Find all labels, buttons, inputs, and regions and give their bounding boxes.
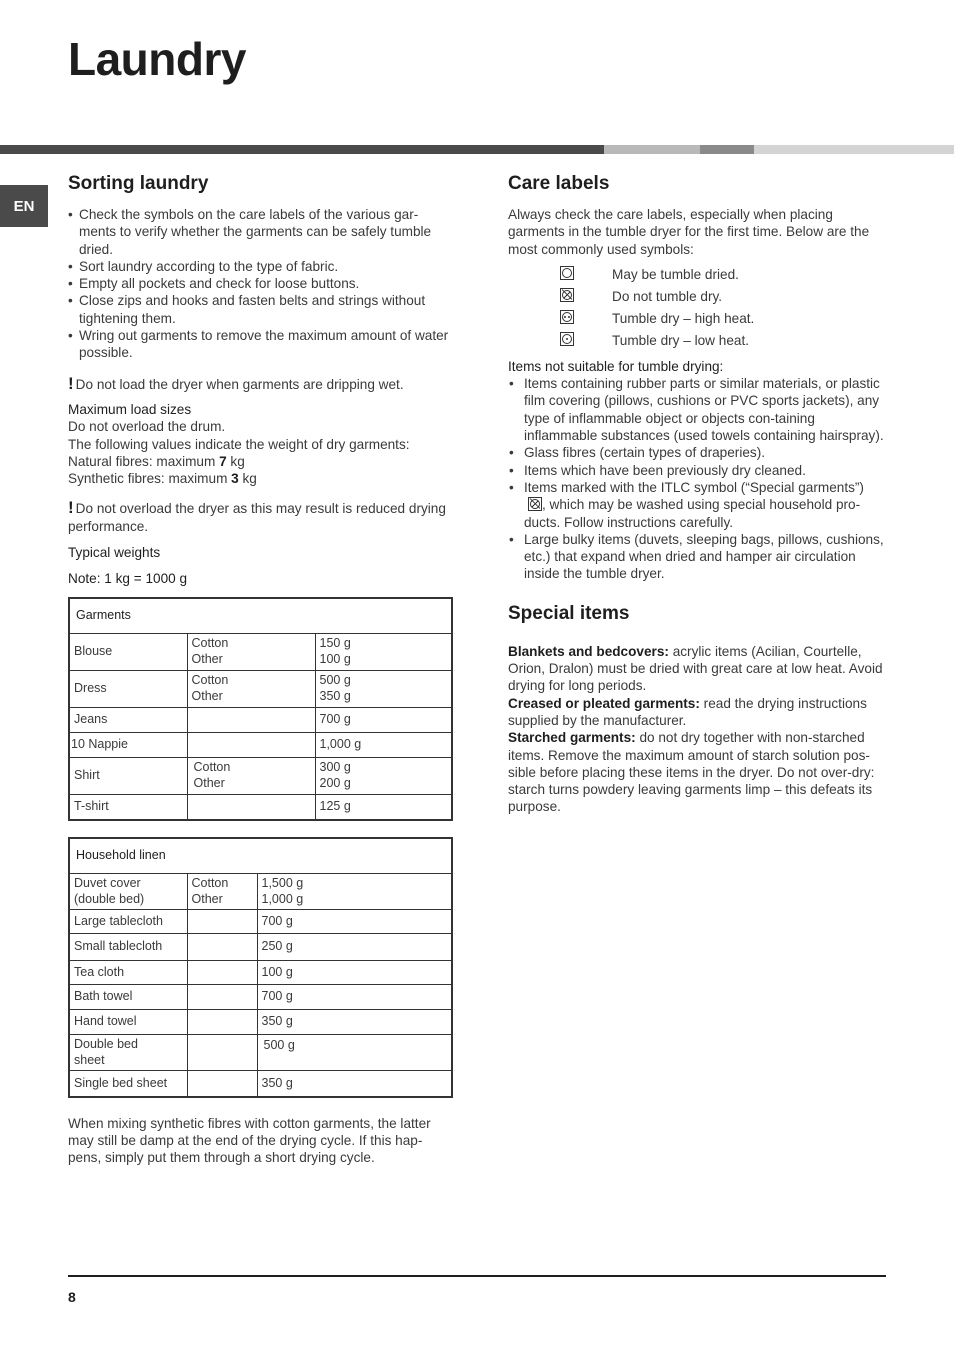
care-symbol-label: Tumble dry – low heat. — [612, 333, 750, 349]
table-cell: 150 g 100 g — [315, 633, 452, 670]
table-cell: Single bed sheet — [69, 1071, 187, 1097]
language-tab: EN — [0, 185, 48, 227]
table-cell: 500 g — [257, 1035, 452, 1071]
list-item: • Sort laundry according to the type of fabric. — [68, 258, 453, 275]
natural-unit: kg — [226, 453, 245, 469]
special-label: Creased or pleated garments: — [508, 695, 700, 711]
table-cell — [187, 961, 257, 985]
table-row — [69, 633, 452, 670]
natural-fibres — [68, 453, 453, 470]
table-cell: Tea cloth — [69, 961, 187, 985]
care-symbol-row — [508, 286, 886, 308]
list-item: • Glass fibres (certain types of draperies). — [508, 444, 886, 461]
care-symbol-row — [508, 308, 886, 330]
max-load-line2: The following values indicate the weight of dry garments: — [68, 436, 410, 452]
table-cell: 1,500 g 1,000 g — [257, 874, 452, 910]
table-cell: 350 g — [257, 1010, 452, 1035]
care-symbol-list — [508, 264, 886, 352]
list-item: • Check the symbols on the care labels of the various gar-ments to verify whether the garments can be safely tumble dried. — [68, 206, 453, 258]
garments-table — [68, 597, 453, 822]
table-cell — [187, 1010, 257, 1035]
table-cell — [187, 794, 315, 820]
table-cell — [187, 707, 315, 732]
typical-weights-heading: Typical weights — [68, 545, 161, 561]
special-text: acrylic items (Acilian, Courtelle, Orion, Dralon) must be dried with great care at low heat. Avoid drying for long periods. — [508, 643, 883, 694]
synthetic-label: Synthetic fibres: maximum — [68, 471, 232, 487]
table-row — [69, 934, 452, 961]
table-cell — [187, 985, 257, 1010]
table-cell: Large tablecloth — [69, 910, 187, 934]
table-row — [69, 794, 452, 820]
synthetic-value: 3 — [231, 471, 239, 487]
list-item: • Large bulky items (duvets, sleeping bags, pillows, cushions, etc.) that expand when dried and hamper air circulation inside the tumble dryer. — [508, 531, 886, 583]
linen-table — [68, 837, 453, 1098]
special-blankets — [508, 643, 886, 695]
warning-text: Do not load the dryer when garments are dripping wet. — [75, 376, 404, 392]
table-cell: 10 Nappie — [69, 732, 187, 757]
header-bar-light — [754, 145, 954, 154]
table-row — [69, 1071, 452, 1097]
table-cell: Blouse — [69, 633, 187, 670]
footer-divider — [68, 1275, 886, 1277]
table-cell: Dress — [69, 670, 187, 707]
special-text: read the drying instructions supplied by the manufacturer. — [508, 695, 867, 728]
not-suitable-list — [508, 375, 886, 583]
table-row — [69, 961, 452, 985]
table-cell — [187, 910, 257, 934]
table-cell: 250 g — [257, 934, 452, 961]
table-row — [69, 1035, 452, 1071]
care-symbol-row — [508, 330, 886, 352]
table-cell: Cotton Other — [187, 874, 257, 910]
warning-wet — [68, 375, 453, 393]
synthetic-fibres — [68, 470, 453, 487]
tumble-dry-low-heat-icon — [560, 332, 574, 346]
table-cell: Double bed sheet — [69, 1035, 187, 1071]
left-column — [68, 172, 453, 1167]
tumble-dry-ok-icon — [560, 266, 574, 280]
header-bar-mid — [604, 145, 700, 154]
table-cell: Jeans — [69, 707, 187, 732]
table-cell: Hand towel — [69, 1010, 187, 1035]
care-symbol-row — [508, 264, 886, 286]
table-header: Garments — [69, 598, 452, 634]
table-row — [69, 707, 452, 732]
table-cell: 350 g — [257, 1071, 452, 1097]
itlc-special-garments-icon — [528, 497, 542, 511]
list-item: • Items which have been previously dry cleaned. — [508, 462, 886, 479]
table-row — [69, 1010, 452, 1035]
table-cell: Cotton Other — [187, 670, 315, 707]
table-cell: T-shirt — [69, 794, 187, 820]
table-cell: Cotton Other — [187, 633, 315, 670]
not-suitable-heading: Items not suitable for tumble drying: — [508, 358, 724, 374]
table-cell: Duvet cover (double bed) — [69, 874, 187, 910]
special-heading: Special items — [508, 602, 630, 624]
right-column — [508, 172, 886, 816]
table-cell — [187, 732, 315, 757]
weight-note: Note: 1 kg = 1000 g — [68, 571, 188, 587]
table-cell: 700 g — [257, 910, 452, 934]
table-cell: 500 g 350 g — [315, 670, 452, 707]
table-cell: Bath towel — [69, 985, 187, 1010]
list-item: • Empty all pockets and check for loose buttons. — [68, 275, 453, 292]
sorting-heading: Sorting laundry — [68, 173, 209, 194]
special-label: Blankets and bedcovers: — [508, 643, 669, 659]
care-symbol-label: Tumble dry – high heat. — [612, 311, 755, 327]
table-cell — [187, 1071, 257, 1097]
tumble-dry-high-heat-icon — [560, 310, 574, 324]
list-item: • Close zips and hooks and fasten belts and strings without tightening them. — [68, 292, 453, 327]
table-cell — [187, 934, 257, 961]
page-number: 8 — [68, 1289, 76, 1305]
table-cell — [187, 1035, 257, 1071]
header-bar-mid2 — [700, 145, 754, 154]
itlc-text: Items marked with the ITLC symbol (“Special garments”) — [524, 479, 864, 495]
warning-text: Do not overload the dryer as this may result is reduced drying performance. — [68, 501, 446, 534]
list-item: • Items containing rubber parts or similar materials, or plastic film covering (pillows, cushions or PVC sports jackets), any type of inflammable object or objects con-taining inflammable substances (used towels containing hairspray). — [508, 375, 886, 444]
care-symbol-label: Do not tumble dry. — [612, 289, 723, 305]
natural-value: 7 — [219, 453, 227, 469]
table-row — [69, 670, 452, 707]
list-item — [508, 479, 886, 531]
care-symbol-label: May be tumble dried. — [612, 267, 739, 283]
table-header: Household linen — [69, 838, 452, 874]
page-title: Laundry — [68, 33, 246, 85]
itlc-text-after: , which may be washed using special household pro-ducts. Follow instructions carefully. — [524, 497, 861, 530]
table-cell: Shirt — [69, 757, 187, 794]
table-row — [69, 874, 452, 910]
header-bar-dark — [0, 145, 604, 154]
care-heading: Care labels — [508, 173, 610, 194]
special-starched — [508, 729, 886, 815]
list-item: • Wring out garments to remove the maximum amount of water possible. — [68, 327, 453, 362]
special-text: do not dry together with non-starched items. Remove the maximum amount of starch solution pos-sible before placing these items in the dryer. Do not over-dry: starch turns powdery leaving garments limp – this defeats its purpose. — [508, 730, 875, 815]
table-cell: 300 g 200 g — [315, 757, 452, 794]
warning-icon: ! — [68, 498, 74, 518]
table-cell: 1,000 g — [315, 732, 452, 757]
synthetic-unit: kg — [238, 471, 257, 487]
table-cell: Small tablecloth — [69, 934, 187, 961]
mixing-note: When mixing synthetic fibres with cotton garments, the latter may still be damp at the end of the drying cycle. If this hap-pens, simply put them through a short drying cycle. — [68, 1115, 431, 1166]
table-cell: 125 g — [315, 794, 452, 820]
table-cell: 100 g — [257, 961, 452, 985]
warning-icon: ! — [68, 373, 74, 393]
table-row — [69, 732, 452, 757]
sorting-list — [68, 206, 453, 362]
warning-overload — [68, 499, 453, 535]
max-load-heading: Maximum load sizes — [68, 401, 192, 417]
table-row — [69, 985, 452, 1010]
table-row — [69, 757, 452, 794]
table-cell: 700 g — [257, 985, 452, 1010]
max-load-line1: Do not overload the drum. — [68, 419, 226, 435]
special-creased — [508, 695, 886, 730]
table-cell: 700 g — [315, 707, 452, 732]
special-label: Starched garments: — [508, 730, 636, 746]
natural-label: Natural fibres: maximum — [68, 453, 220, 469]
table-cell: Cotton Other — [187, 757, 315, 794]
do-not-tumble-dry-icon — [560, 288, 574, 302]
table-row — [69, 910, 452, 934]
care-intro: Always check the care labels, especially when placing garments in the tumble dryer for the first time. Below are the most commonly used symbols: — [508, 207, 870, 257]
